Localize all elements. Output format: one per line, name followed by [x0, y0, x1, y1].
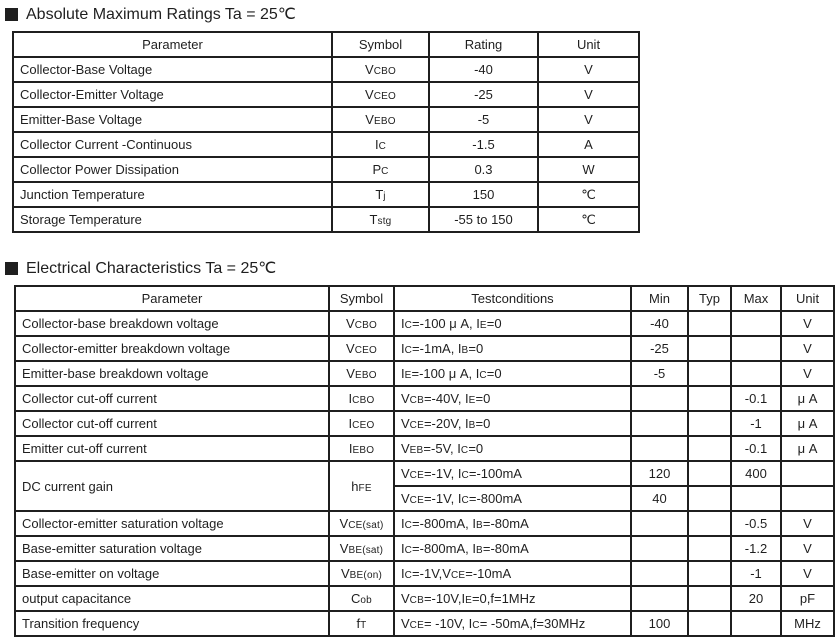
- symbol-cell: [329, 586, 394, 611]
- min-cell: [631, 586, 688, 611]
- cond-cell: [394, 536, 631, 561]
- symbol-text: =-20V, I: [423, 416, 469, 431]
- column-header: Unit: [781, 286, 834, 311]
- symbol-subscript: C: [461, 470, 469, 481]
- symbol-subscript: B: [476, 520, 483, 531]
- cond-cell: [394, 561, 631, 586]
- cond-cell: [394, 361, 631, 386]
- symbol-subscript: BE(on): [349, 570, 382, 581]
- min-cell: -25: [631, 336, 688, 361]
- table-row: [15, 461, 834, 486]
- symbol-text: V: [401, 416, 410, 431]
- unit-cell: [781, 486, 834, 511]
- unit-cell: V: [781, 536, 834, 561]
- symbol-cell: [332, 182, 429, 207]
- symbol-subscript: C: [404, 345, 413, 356]
- rating-cell: 150: [429, 182, 538, 207]
- table-row: [15, 511, 834, 536]
- parameter-cell: Collector-base breakdown voltage: [15, 311, 329, 336]
- symbol-subscript: C: [404, 320, 413, 331]
- table-row: [15, 586, 834, 611]
- unit-cell: V: [781, 311, 834, 336]
- symbol-subscript: EBO: [373, 116, 396, 127]
- unit-cell: pF: [781, 586, 834, 611]
- symbol-cell: [332, 82, 429, 107]
- symbol-text: f: [356, 616, 361, 631]
- symbol-cell: [329, 361, 394, 386]
- symbol-text: I: [348, 441, 353, 456]
- rating-cell: -55 to 150: [429, 207, 538, 232]
- header-row: [13, 32, 639, 57]
- symbol-text: h: [351, 478, 359, 494]
- symbol-subscript: E: [465, 595, 472, 606]
- unit-cell: V: [538, 82, 639, 107]
- symbol-subscript: C: [404, 570, 413, 581]
- symbol-subscript: EB: [409, 445, 424, 456]
- table-row: [15, 386, 834, 411]
- symbol-text: V: [346, 366, 355, 381]
- symbol-text: I: [401, 316, 405, 331]
- symbol-subscript: CEO: [373, 91, 396, 102]
- typ-cell: [688, 386, 731, 411]
- column-header: Symbol: [332, 32, 429, 57]
- unit-cell: V: [781, 336, 834, 361]
- table-row: [13, 57, 639, 82]
- symbol-text: V: [346, 341, 355, 356]
- unit-cell: [781, 461, 834, 486]
- symbol-text: =-10mA: [465, 566, 512, 581]
- max-cell: -0.1: [731, 386, 781, 411]
- column-header: Symbol: [329, 286, 394, 311]
- symbol-subscript: B: [468, 420, 476, 431]
- typ-cell: [688, 486, 731, 511]
- unit-cell: MHz: [781, 611, 834, 636]
- rating-cell: 0.3: [429, 157, 538, 182]
- symbol-cell: [332, 107, 429, 132]
- symbol-cell: [329, 411, 394, 436]
- symbol-text: V: [401, 466, 410, 481]
- symbol-subscript: E: [404, 370, 412, 381]
- unit-cell: W: [538, 157, 639, 182]
- max-cell: [731, 486, 781, 511]
- typ-cell: [688, 336, 731, 361]
- section-title: [5, 4, 837, 24]
- symbol-cell: [329, 511, 394, 536]
- typ-cell: [688, 561, 731, 586]
- symbol-subscript: E: [479, 320, 487, 331]
- min-cell: -40: [631, 311, 688, 336]
- min-cell: [631, 561, 688, 586]
- cond-cell: [394, 311, 631, 336]
- min-cell: 100: [631, 611, 688, 636]
- parameter-cell: Collector cut-off current: [15, 386, 329, 411]
- max-cell: 400: [731, 461, 781, 486]
- max-cell: -0.5: [731, 511, 781, 536]
- symbol-cell: [329, 611, 394, 636]
- symbol-text: =-80mA: [482, 516, 529, 531]
- typ-cell: [688, 361, 731, 386]
- section-bullet-icon: [5, 8, 18, 21]
- unit-cell: V: [538, 57, 639, 82]
- table-row: [15, 561, 834, 586]
- unit-cell: V: [781, 561, 834, 586]
- table-row: [13, 207, 639, 232]
- table-row: [15, 361, 834, 386]
- cond-cell: [394, 611, 631, 636]
- parameter-cell: output capacitance: [15, 586, 329, 611]
- symbol-cell: [329, 561, 394, 586]
- symbol-subscript: C: [461, 495, 469, 506]
- symbol-subscript: stg: [377, 216, 392, 227]
- symbol-text: =-1V,V: [412, 566, 451, 581]
- unit-cell: V: [538, 107, 639, 132]
- typ-cell: [688, 311, 731, 336]
- symbol-text: = -50mA,f=30MHz: [479, 616, 586, 631]
- table-row: [13, 132, 639, 157]
- symbol-text: C: [351, 591, 361, 606]
- rating-cell: -5: [429, 107, 538, 132]
- symbol-text: V: [401, 391, 410, 406]
- parameter-cell: Junction Temperature: [13, 182, 332, 207]
- typ-cell: [688, 536, 731, 561]
- symbol-text: =-10V,I: [423, 591, 466, 606]
- symbol-cell: [329, 386, 394, 411]
- column-header: Max: [731, 286, 781, 311]
- symbol-subscript: EBO: [352, 445, 375, 456]
- symbol-text: = -10V, I: [423, 616, 473, 631]
- symbol-subscript: B: [461, 345, 469, 356]
- rating-cell: -1.5: [429, 132, 538, 157]
- column-header: Rating: [429, 32, 538, 57]
- symbol-text: =0: [486, 366, 502, 381]
- unit-cell: μ A: [781, 411, 834, 436]
- symbol-subscript: CE: [409, 620, 424, 631]
- max-cell: -1: [731, 561, 781, 586]
- symbol-cell: [332, 132, 429, 157]
- symbol-subscript: CE: [450, 570, 466, 581]
- column-header: Typ: [688, 286, 731, 311]
- table-row: [13, 107, 639, 132]
- min-cell: 40: [631, 486, 688, 511]
- symbol-text: P: [372, 162, 382, 177]
- min-cell: [631, 511, 688, 536]
- typ-cell: [688, 586, 731, 611]
- symbol-text: V: [365, 87, 374, 102]
- symbol-text: =-100 μ A, I: [412, 316, 480, 331]
- symbol-text: =0: [475, 391, 491, 406]
- parameter-cell: Base-emitter on voltage: [15, 561, 329, 586]
- min-cell: [631, 411, 688, 436]
- symbol-subscript: j: [383, 191, 386, 202]
- symbol-subscript: CE: [409, 470, 424, 481]
- max-cell: 20: [731, 586, 781, 611]
- header-row: [15, 286, 834, 311]
- symbol-subscript: CBO: [354, 320, 377, 331]
- unit-cell: μ A: [781, 386, 834, 411]
- symbol-text: =0: [475, 416, 491, 431]
- symbol-text: =0: [468, 441, 484, 456]
- section-title-text: Electrical Characteristics Ta = 25℃: [26, 260, 277, 277]
- cond-cell: [394, 461, 631, 486]
- symbol-text: I: [401, 541, 405, 556]
- symbol-subscript: ob: [360, 595, 372, 606]
- parameter-cell: Storage Temperature: [13, 207, 332, 232]
- symbol-text: V: [401, 616, 410, 631]
- section-absolute-maximum-ratings: [0, 4, 837, 233]
- table-row: [15, 411, 834, 436]
- table-row: [15, 311, 834, 336]
- symbol-subscript: E: [468, 395, 476, 406]
- symbol-cell: [332, 207, 429, 232]
- symbol-text: V: [341, 566, 350, 581]
- symbol-text: V: [365, 62, 374, 77]
- symbol-text: =-40V, I: [423, 391, 469, 406]
- unit-cell: A: [538, 132, 639, 157]
- min-cell: [631, 386, 688, 411]
- symbol-subscript: C: [479, 370, 487, 381]
- symbol-subscript: C: [381, 166, 389, 177]
- parameter-cell: Emitter-Base Voltage: [13, 107, 332, 132]
- symbol-subscript: BE(sat): [348, 545, 384, 556]
- symbol-text: I: [401, 566, 405, 581]
- parameter-cell: Collector cut-off current: [15, 411, 329, 436]
- symbol-text: I: [348, 391, 353, 406]
- symbol-text: I: [401, 341, 405, 356]
- min-cell: -5: [631, 361, 688, 386]
- symbol-cell: [329, 436, 394, 461]
- symbol-text: V: [339, 516, 349, 531]
- symbol-subscript: C: [404, 520, 413, 531]
- parameter-cell: Transition frequency: [15, 611, 329, 636]
- max-cell: -1: [731, 411, 781, 436]
- unit-cell: V: [781, 511, 834, 536]
- symbol-subscript: C: [472, 620, 480, 631]
- table-row: [15, 536, 834, 561]
- symbol-text: =-1V, I: [423, 466, 462, 481]
- symbol-text: I: [374, 137, 379, 152]
- symbol-text: =-80mA: [482, 541, 529, 556]
- cond-cell: [394, 586, 631, 611]
- symbol-text: =-800mA, I: [412, 516, 476, 531]
- cond-cell: [394, 486, 631, 511]
- symbol-text: =-800mA, I: [412, 541, 476, 556]
- symbol-text: V: [401, 491, 410, 506]
- column-header: Parameter: [13, 32, 332, 57]
- symbol-text: V: [365, 112, 374, 127]
- absolute-maximum-ratings-table: [12, 31, 640, 233]
- symbol-cell: [332, 157, 429, 182]
- min-cell: 120: [631, 461, 688, 486]
- symbol-subscript: FE: [358, 482, 372, 494]
- unit-cell: ℃: [538, 182, 639, 207]
- symbol-text: V: [339, 541, 349, 556]
- min-cell: [631, 536, 688, 561]
- parameter-cell: Collector Current -Continuous: [13, 132, 332, 157]
- symbol-cell: [329, 536, 394, 561]
- cond-cell: [394, 436, 631, 461]
- typ-cell: [688, 511, 731, 536]
- symbol-subscript: T: [360, 620, 367, 631]
- column-header: Min: [631, 286, 688, 311]
- rating-cell: -25: [429, 82, 538, 107]
- cond-cell: [394, 386, 631, 411]
- symbol-subscript: CBO: [373, 66, 396, 77]
- symbol-text: =-100mA: [468, 466, 522, 481]
- typ-cell: [688, 611, 731, 636]
- symbol-subscript: C: [378, 141, 387, 152]
- typ-cell: [688, 461, 731, 486]
- symbol-subscript: CE(sat): [348, 520, 384, 531]
- symbol-text: V: [401, 441, 410, 456]
- max-cell: -1.2: [731, 536, 781, 561]
- symbol-subscript: CBO: [352, 395, 375, 406]
- symbol-text: I: [401, 516, 405, 531]
- parameter-cell: Collector-Base Voltage: [13, 57, 332, 82]
- parameter-cell: Collector Power Dissipation: [13, 157, 332, 182]
- parameter-cell: Emitter cut-off current: [15, 436, 329, 461]
- symbol-subscript: CEO: [354, 345, 377, 356]
- symbol-subscript: C: [460, 445, 469, 456]
- symbol-text: I: [348, 416, 353, 431]
- max-cell: -0.1: [731, 436, 781, 461]
- unit-cell: V: [781, 361, 834, 386]
- cond-cell: [394, 336, 631, 361]
- symbol-text: =0: [468, 341, 484, 356]
- section-title: [5, 258, 837, 278]
- cond-cell: [394, 411, 631, 436]
- typ-cell: [688, 436, 731, 461]
- typ-cell: [688, 411, 731, 436]
- symbol-text: I: [401, 366, 405, 381]
- symbol-text: =-1V, I: [423, 491, 462, 506]
- column-header: Testconditions: [394, 286, 631, 311]
- table-row: [15, 611, 834, 636]
- symbol-text: =-5V, I: [423, 441, 461, 456]
- unit-cell: ℃: [538, 207, 639, 232]
- rating-cell: -40: [429, 57, 538, 82]
- table-row: [15, 436, 834, 461]
- max-cell: [731, 361, 781, 386]
- symbol-subscript: C: [404, 545, 413, 556]
- parameter-cell: Emitter-base breakdown voltage: [15, 361, 329, 386]
- cond-cell: [394, 511, 631, 536]
- symbol-text: T: [369, 212, 378, 227]
- symbol-subscript: CEO: [352, 420, 375, 431]
- parameter-cell: Collector-emitter saturation voltage: [15, 511, 329, 536]
- parameter-cell: Collector-emitter breakdown voltage: [15, 336, 329, 361]
- symbol-cell: [332, 57, 429, 82]
- table-row: [13, 157, 639, 182]
- symbol-subscript: CB: [409, 595, 424, 606]
- symbol-cell: [329, 461, 394, 511]
- unit-cell: μ A: [781, 436, 834, 461]
- symbol-text: V: [401, 591, 410, 606]
- symbol-text: T: [375, 187, 384, 202]
- symbol-subscript: B: [476, 545, 483, 556]
- section-electrical-characteristics: [0, 258, 837, 637]
- symbol-text: =-800mA: [468, 491, 522, 506]
- max-cell: [731, 611, 781, 636]
- symbol-subscript: CE: [409, 495, 424, 506]
- table-row: [13, 182, 639, 207]
- symbol-cell: [329, 336, 394, 361]
- symbol-text: =-1mA, I: [412, 341, 462, 356]
- symbol-text: V: [346, 316, 355, 331]
- symbol-subscript: CE: [409, 420, 424, 431]
- column-header: Unit: [538, 32, 639, 57]
- symbol-text: =0,f=1MHz: [471, 591, 536, 606]
- symbol-subscript: EBO: [354, 370, 377, 381]
- parameter-cell: Base-emitter saturation voltage: [15, 536, 329, 561]
- parameter-cell: Collector-Emitter Voltage: [13, 82, 332, 107]
- section-title-text: Absolute Maximum Ratings Ta = 25℃: [26, 6, 296, 23]
- parameter-cell: DC current gain: [15, 461, 329, 511]
- symbol-text: =0: [486, 316, 502, 331]
- table-row: [15, 336, 834, 361]
- column-header: Parameter: [15, 286, 329, 311]
- symbol-text: =-100 μ A, I: [411, 366, 480, 381]
- symbol-cell: [329, 311, 394, 336]
- max-cell: [731, 311, 781, 336]
- min-cell: [631, 436, 688, 461]
- section-bullet-icon: [5, 262, 18, 275]
- table-row: [13, 82, 639, 107]
- symbol-subscript: CB: [409, 395, 424, 406]
- max-cell: [731, 336, 781, 361]
- electrical-characteristics-table: [14, 285, 835, 637]
